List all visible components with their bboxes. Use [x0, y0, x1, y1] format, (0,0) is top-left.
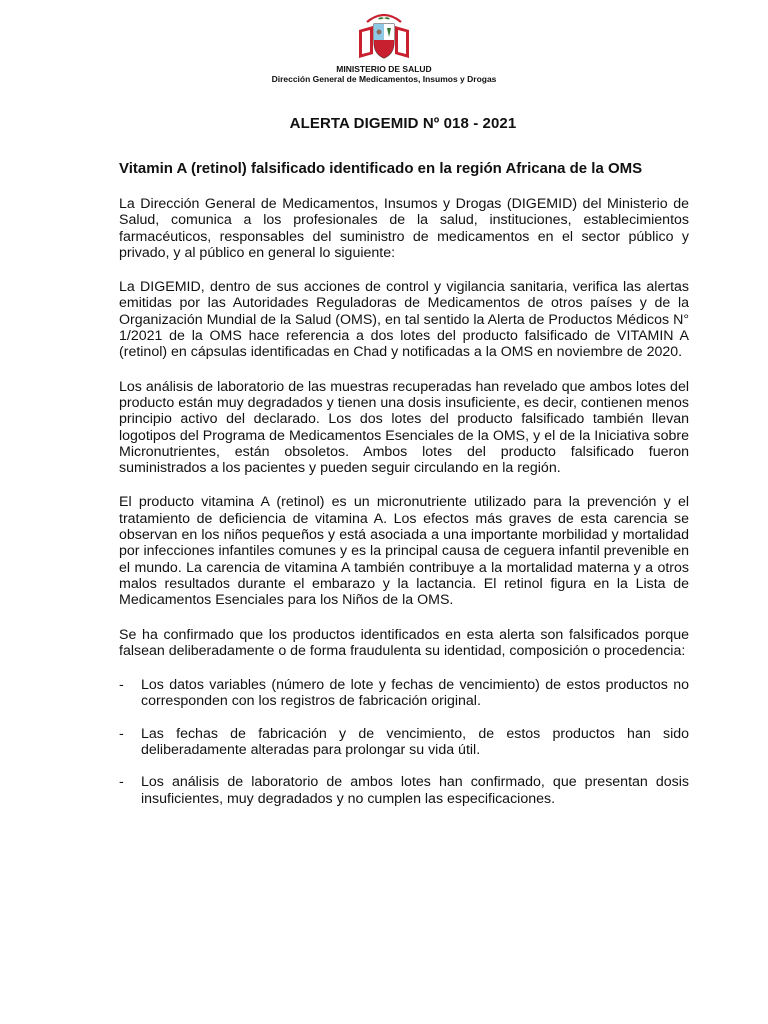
letterhead [0, 10, 768, 84]
document-body [119, 196, 689, 823]
paragraph: La DIGEMID, dentro de sus acciones de control y vigilancia sanitaria, verifica las alertas emitidas por las Autoridades Reguladoras de Medicamentos de otros países y de la Organización Mundial de la Salud (OMS), en tal sentido la Alerta de Productos Médicos N° 1/2021 de la OMS hace referencia a dos lotes del producto falsificado de VITAMIN A (retinol) en cápsulas identificadas en Chad y notificadas a la OMS en noviembre de 2020. [119, 279, 689, 361]
paragraph: Los análisis de laboratorio de las muestras recuperadas han revelado que ambos lotes del producto están muy degradados y tienen una dosis insuficiente, es decir, contienen menos principio activo del declarado. Los dos lotes del producto falsificado también llevan logotipos del Programa de Medicamentos Esenciales de la OMS, y el de la Iniciativa sobre Micronutrientes, están obsoletos. Ambos lotes del producto falsificado fueron suministrados a los pacientes y pueden seguir circulando en la región. [119, 378, 689, 477]
list-item-text: Los datos variables (número de lote y fechas de vencimiento) de estos productos no corresponden con los registros de fabricación original. [141, 677, 689, 710]
list-item [119, 774, 689, 807]
paragraph: El producto vitamina A (retinol) es un micronutriente utilizado para la prevención y el tratamiento de deficiencia de vitamina A. Los efectos más graves de esta carencia se observan en los niños pequeños y está asociada a una importante morbilidad y mortalidad por infecciones infantiles comunes y es la principal causa de ceguera infantil prevenible en el mundo. La carencia de vitamina A también contribuye a la mortalidad materna y a otros malos resultados durante el embarazo y la lactancia. El retinol figura en la Lista de Medicamentos Esenciales para los Niños de la OMS. [119, 494, 689, 609]
list-item [119, 726, 689, 759]
bullet-list [119, 677, 689, 807]
ministry-name: MINISTERIO DE SALUD [336, 64, 432, 74]
directorate-name: Dirección General de Medicamentos, Insumos y Drogas [271, 74, 497, 84]
paragraph: La Dirección General de Medicamentos, Insumos y Drogas (DIGEMID) del Ministerio de Salud, comunica a los profesionales de la salud, instituciones, establecimientos farmacéuticos, responsables del suministro de medicamentos en el sector público y privado, y al público en general lo siguiente: [119, 196, 689, 261]
bullet-dash: - [119, 725, 124, 742]
paragraph: Se ha confirmado que los productos identificados en esta alerta son falsificados porque falsean deliberadamente o de forma fraudulenta su identidad, composición o procedencia: [119, 626, 689, 659]
document-subtitle: Vitamin A (retinol) falsificado identificado en la región Africana de la OMS [119, 160, 643, 177]
bullet-dash: - [119, 677, 124, 694]
bullet-dash: - [119, 774, 124, 791]
list-item-text: Los análisis de laboratorio de ambos lotes han confirmado, que presentan dosis insuficientes, muy degradados y no cumplen las especificaciones. [141, 774, 689, 807]
list-item [119, 677, 689, 710]
list-item-text: Las fechas de fabricación y de vencimiento, de estos productos han sido deliberadamente alteradas para prolongar su vida útil. [141, 725, 689, 759]
alert-title: ALERTA DIGEMID Nº 018 - 2021 [289, 115, 517, 132]
peru-coat-of-arms-icon [353, 10, 415, 62]
